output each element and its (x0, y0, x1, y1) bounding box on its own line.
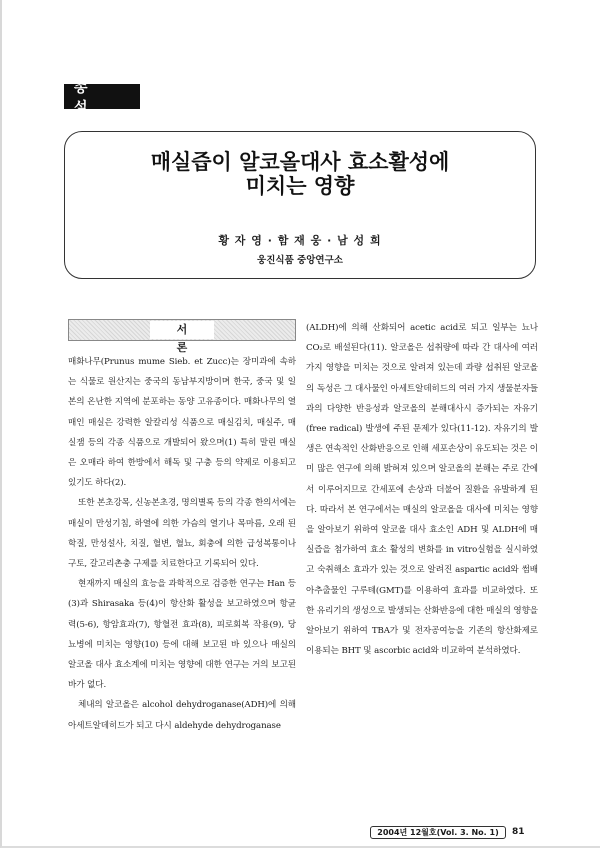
intro-heading: 서 론 (150, 321, 214, 339)
issue-label: 2004년 12월호(Vol. 3. No. 1) (370, 826, 506, 839)
title-line-1: 매실즙이 알코올대사 효소활성에 (150, 150, 450, 174)
paragraph: 또한 본초강목, 신농본초경, 명의별록 등의 각종 한의서에는 매실이 만성기침, 하열에 의한 가슴의 열기나 목마름, 오래 된 학질, 만성설사, 치질, 혈변, 혈뇨, 회충에 의한 급성복통이나 구토, 갈고리촌충 구제를 치료한다고 기록되어 있다. (68, 498, 296, 570)
article-title (64, 150, 536, 198)
title-line-2: 미치는 영향 (245, 174, 355, 198)
left-column (68, 352, 296, 736)
right-column (306, 318, 538, 661)
paragraph: 현재까지 매실의 효능을 과학적으로 검증한 연구는 Han 등(3)과 Shirasaka 등(4)이 항산화 활성을 보고하였으며 항균력(5-6), 항암효과(7), 항혈전 효과(8), 피로회복 작용(9), 당뇨병에 미치는 영향(10) 등에 대해 보고된 바 있으나 매실의 알코올 대사 효소계에 미치는 영향에 대한 연구는 거의 보고된 바가 없다. (68, 579, 296, 691)
section-tag: 총 설 (64, 84, 140, 109)
author-list: 황 자 영 · 함 재 웅 · 남 성 희 (218, 234, 382, 247)
affiliation: 웅진식품 중앙연구소 (257, 255, 343, 266)
paragraph: 체내의 알코올은 alcohol dehydroganase(ADH)에 의해 아세트알데히드가 되고 다시 aldehyde dehydroganase (68, 700, 296, 731)
paragraph: 매화나무(Prunus mume Sieb. et Zucc)는 장미과에 속하는 식물로 원산지는 중국의 동남부지방이며 한국, 중국 및 일본의 온난한 지역에 분포하는 동양 고유종이다. 매화나무의 열매인 매실은 강력한 알칼리성 식품으로 매실김치, 매실주, 매실잼 등의 각종 식품으로 개발되어 왔으며(1) 특히 말린 매실은 오매라 하여 한방에서 해독 및 구충 등의 약제로 이용되고 있기도 하다(2). (68, 357, 296, 489)
paragraph: (ALDH)에 의해 산화되어 acetic acid로 되고 일부는 뇨나 CO₂로 배설된다(11). 알코올은 섭취량에 따라 간 대사에 여러 가지 영향을 미치는 것으로 알려져 있는데 과량 섭취된 알코올의 독성은 그 대사물인 아세트알데히드의 여러 가지 생물분자들과의 다양한 반응성과 알코올의 분해대사시 증가되는 자유기(free radical) 발생에 주된 문제가 있다(11-12). 자유기의 발생은 연속적인 산화반응으로 인해 세포손상이 유도되는 것은 이미 많은 연구에 의해 밝혀져 있으며 알코올의 분해는 주로 간에서 이루어지므로 간세포에 손상과 더불어 질환을 유발하게 된다. 따라서 본 연구에서는 매실의 알코올을 대사에 미치는 영향을 알아보기 위하여 알코올 대사 효소인 ADH 및 ALDH에 매실즙을 첨가하여 효소 활성의 변화를 in vitro실험을 실시하였고 숙취해소 효과가 있는 것으로 알려진 aspartic acid와 썸배아추출물인 구루톄(GMT)를 이용하여 효과를 비교하였다. 또한 유리기의 생성으로 발생되는 산화반응에 대한 매실의 영향을 알아보기 위하여 TBA가 및 전자공여능을 기존의 항산화제로 이용되는 BHT 및 ascorbic acid와 비교하여 분석하였다. (306, 323, 538, 657)
page-number: 81 (512, 827, 525, 837)
